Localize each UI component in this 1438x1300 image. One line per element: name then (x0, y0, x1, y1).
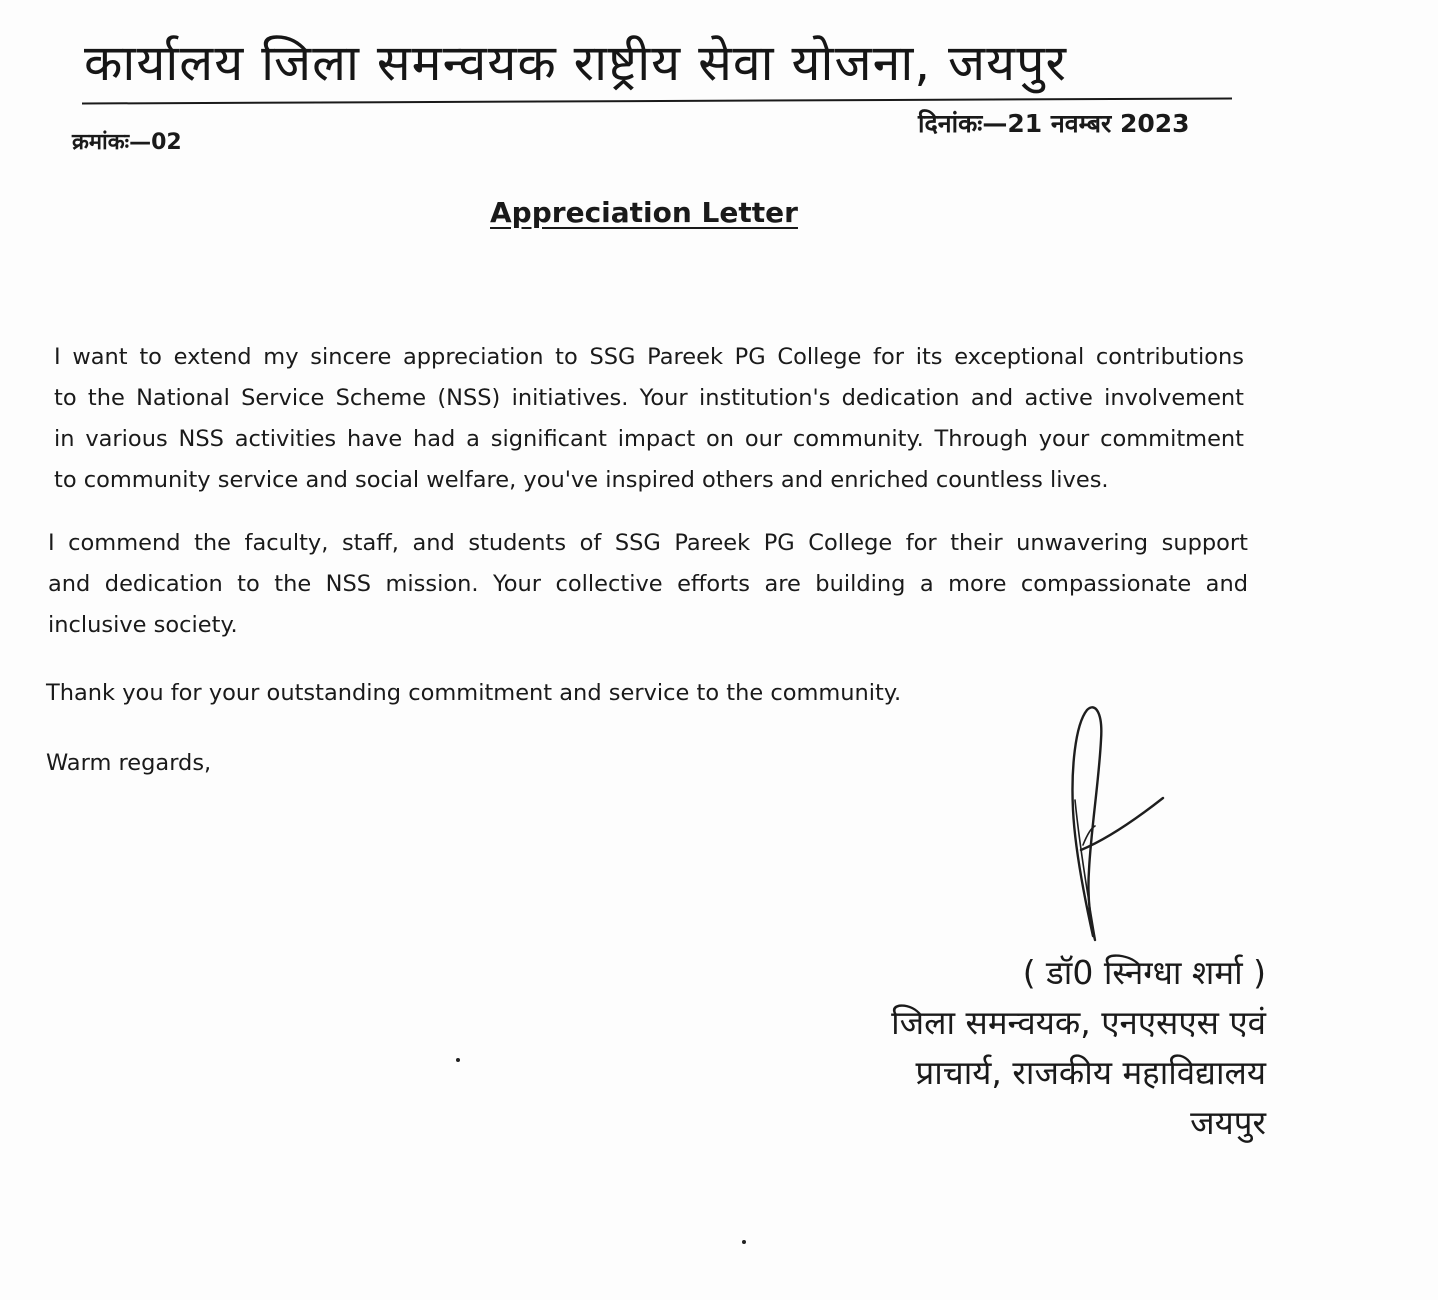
paragraph-line: inclusive society. (48, 612, 238, 638)
letter-heading: Appreciation Letter (490, 196, 798, 229)
closing-line: Warm regards, (46, 750, 212, 776)
paragraph-line: and dedication to the NSS mission. Your collective efforts are building a more compassionate and (48, 571, 1248, 597)
letter-date: दिनांकः—21 नवम्बर 2023 (918, 109, 1190, 138)
paper-speck (456, 1058, 460, 1062)
signatory-designation-1: जिला समन्वयक, एनएसएस एवं (891, 1003, 1266, 1042)
handwritten-signature (1045, 700, 1185, 945)
paragraph-1 (54, 344, 1244, 508)
signatory-city: जयपुर (1190, 1103, 1266, 1142)
reference-number: क्रमांकः—02 (72, 130, 182, 155)
signatory-designation-2: प्राचार्य, राजकीय महाविद्यालय (915, 1053, 1266, 1092)
signatory-block (891, 948, 1266, 1148)
paragraph-2 (48, 530, 1248, 653)
paragraph-line: I commend the faculty, staff, and students of SSG Pareek PG College for their unwavering support (48, 530, 1248, 556)
paragraph-line: I want to extend my sincere appreciation to SSG Pareek PG College for its exceptional contributions (54, 344, 1244, 370)
paper-speck (742, 1240, 746, 1244)
title-underline (82, 97, 1232, 104)
thanks-line: Thank you for your outstanding commitment and service to the community. (46, 680, 902, 706)
paragraph-line: in various NSS activities have had a significant impact on our community. Through your commitment (54, 426, 1244, 452)
paragraph-line: to community service and social welfare, you've inspired others and enriched countless lives. (54, 467, 1109, 493)
office-title: कार्यालय जिला समन्वयक राष्ट्रीय सेवा योजना, जयपुर (84, 34, 1068, 92)
paragraph-line: to the National Service Scheme (NSS) initiatives. Your institution's dedication and active involvement (54, 385, 1244, 411)
signatory-name: ( डॉ0 स्निग्धा शर्मा ) (1022, 953, 1266, 992)
